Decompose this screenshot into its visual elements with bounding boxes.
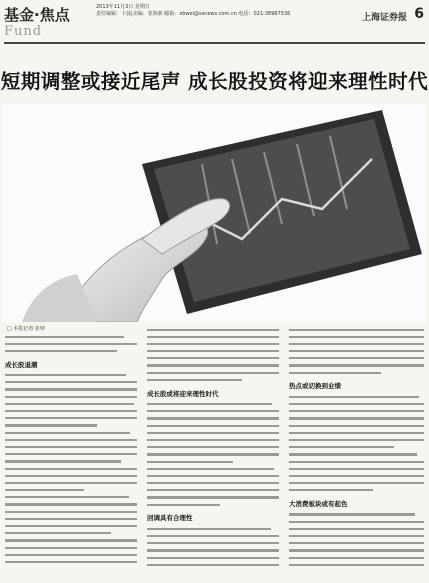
text-line bbox=[147, 436, 279, 443]
text-line bbox=[147, 451, 279, 458]
issue-date: 2013年11月3日 星期日 bbox=[96, 4, 150, 10]
text-line bbox=[5, 537, 137, 544]
text-line bbox=[289, 422, 424, 429]
text-line bbox=[289, 333, 424, 340]
text-line bbox=[5, 523, 137, 530]
text-line bbox=[5, 487, 137, 494]
subhead: 热点或切换到业绩 bbox=[289, 382, 341, 391]
text-line bbox=[289, 401, 424, 408]
text-line bbox=[5, 465, 137, 472]
text-line bbox=[5, 422, 137, 429]
text-line bbox=[147, 501, 279, 508]
article-headline: 短期调整或接近尾声 成长股投资将迎来理性时代 bbox=[0, 70, 429, 93]
text-line bbox=[147, 472, 279, 479]
text-line bbox=[5, 393, 137, 400]
text-line bbox=[147, 415, 279, 422]
text-line bbox=[147, 369, 279, 376]
text-line bbox=[5, 458, 137, 465]
text-line bbox=[147, 355, 279, 362]
text-line bbox=[147, 480, 279, 487]
text-line bbox=[5, 429, 137, 436]
text-line bbox=[5, 379, 137, 386]
text-line bbox=[147, 561, 279, 568]
text-line bbox=[5, 479, 137, 486]
article-column-2 bbox=[147, 326, 279, 579]
text-line bbox=[289, 326, 424, 333]
text-line bbox=[5, 451, 137, 458]
text-line bbox=[289, 429, 424, 436]
text-line bbox=[5, 472, 137, 479]
text-line bbox=[289, 340, 424, 347]
text-line bbox=[5, 515, 137, 522]
text-line bbox=[5, 494, 137, 501]
text-line bbox=[289, 444, 424, 451]
text-line bbox=[5, 501, 137, 508]
text-line bbox=[289, 436, 424, 443]
illustration-image bbox=[2, 104, 426, 322]
text-line bbox=[289, 511, 424, 518]
text-line bbox=[5, 408, 137, 415]
text-line bbox=[147, 340, 279, 347]
text-line bbox=[147, 376, 279, 383]
issue-meta bbox=[96, 4, 336, 18]
editor-contact: 责任编辑：卞晨|美编：张海新 邮箱：xbwei@ssnews.com.cn 电话：021-38967536 bbox=[96, 11, 291, 17]
page-header bbox=[4, 2, 425, 44]
text-line bbox=[5, 372, 137, 379]
text-line bbox=[5, 415, 137, 422]
text-line bbox=[147, 348, 279, 355]
text-line bbox=[147, 401, 279, 408]
text-line bbox=[147, 444, 279, 451]
subhead: 成长股或将迎来理性时代 bbox=[147, 389, 219, 398]
text-line bbox=[147, 525, 279, 532]
text-line bbox=[5, 443, 137, 450]
text-line bbox=[289, 480, 424, 487]
text-line bbox=[147, 494, 279, 501]
text-line bbox=[5, 400, 137, 407]
subhead: 回调具有合理性 bbox=[147, 514, 193, 523]
text-line bbox=[5, 530, 137, 537]
text-line bbox=[147, 362, 279, 369]
subhead: 大消费板块或有起色 bbox=[289, 499, 348, 508]
text-line bbox=[147, 465, 279, 472]
subhead: 成长股退潮 bbox=[5, 360, 38, 369]
text-line bbox=[289, 472, 424, 479]
photo-credit: □ 本报记者 崔钟 bbox=[7, 326, 45, 332]
text-line bbox=[289, 554, 424, 561]
text-line bbox=[289, 561, 424, 568]
text-line bbox=[147, 540, 279, 547]
text-line bbox=[289, 487, 424, 494]
text-line bbox=[147, 458, 279, 465]
text-line bbox=[5, 558, 137, 565]
text-line bbox=[289, 355, 424, 362]
section-title: 基金·焦点 bbox=[4, 6, 70, 24]
text-line bbox=[147, 487, 279, 494]
text-line bbox=[147, 333, 279, 340]
text-line bbox=[289, 458, 424, 465]
text-line bbox=[289, 415, 424, 422]
newspaper-name: 上海证券报 bbox=[361, 13, 407, 23]
text-line bbox=[289, 465, 424, 472]
text-line bbox=[147, 422, 279, 429]
text-line bbox=[289, 362, 424, 369]
text-line bbox=[147, 554, 279, 561]
text-line bbox=[147, 408, 279, 415]
text-line bbox=[147, 547, 279, 554]
text-line bbox=[289, 525, 424, 532]
text-line bbox=[5, 386, 137, 393]
text-line bbox=[147, 533, 279, 540]
text-line bbox=[289, 408, 424, 415]
article-column-1 bbox=[5, 333, 137, 579]
article-column-3 bbox=[289, 326, 424, 579]
text-line bbox=[289, 393, 424, 400]
text-line bbox=[5, 333, 137, 340]
text-line bbox=[289, 348, 424, 355]
page-number: 6 bbox=[414, 6, 424, 22]
stock-screen-illustration bbox=[2, 104, 426, 322]
text-line bbox=[5, 551, 137, 558]
text-line bbox=[289, 547, 424, 554]
text-line bbox=[289, 451, 424, 458]
text-line bbox=[289, 540, 424, 547]
text-line bbox=[5, 544, 137, 551]
text-line bbox=[5, 436, 137, 443]
text-line bbox=[147, 429, 279, 436]
text-line bbox=[5, 340, 137, 347]
text-line bbox=[5, 347, 137, 354]
text-line bbox=[289, 518, 424, 525]
text-line bbox=[147, 326, 279, 333]
text-line bbox=[289, 533, 424, 540]
text-line bbox=[289, 369, 424, 376]
text-line bbox=[5, 508, 137, 515]
section-subtitle: Fund bbox=[4, 24, 43, 39]
